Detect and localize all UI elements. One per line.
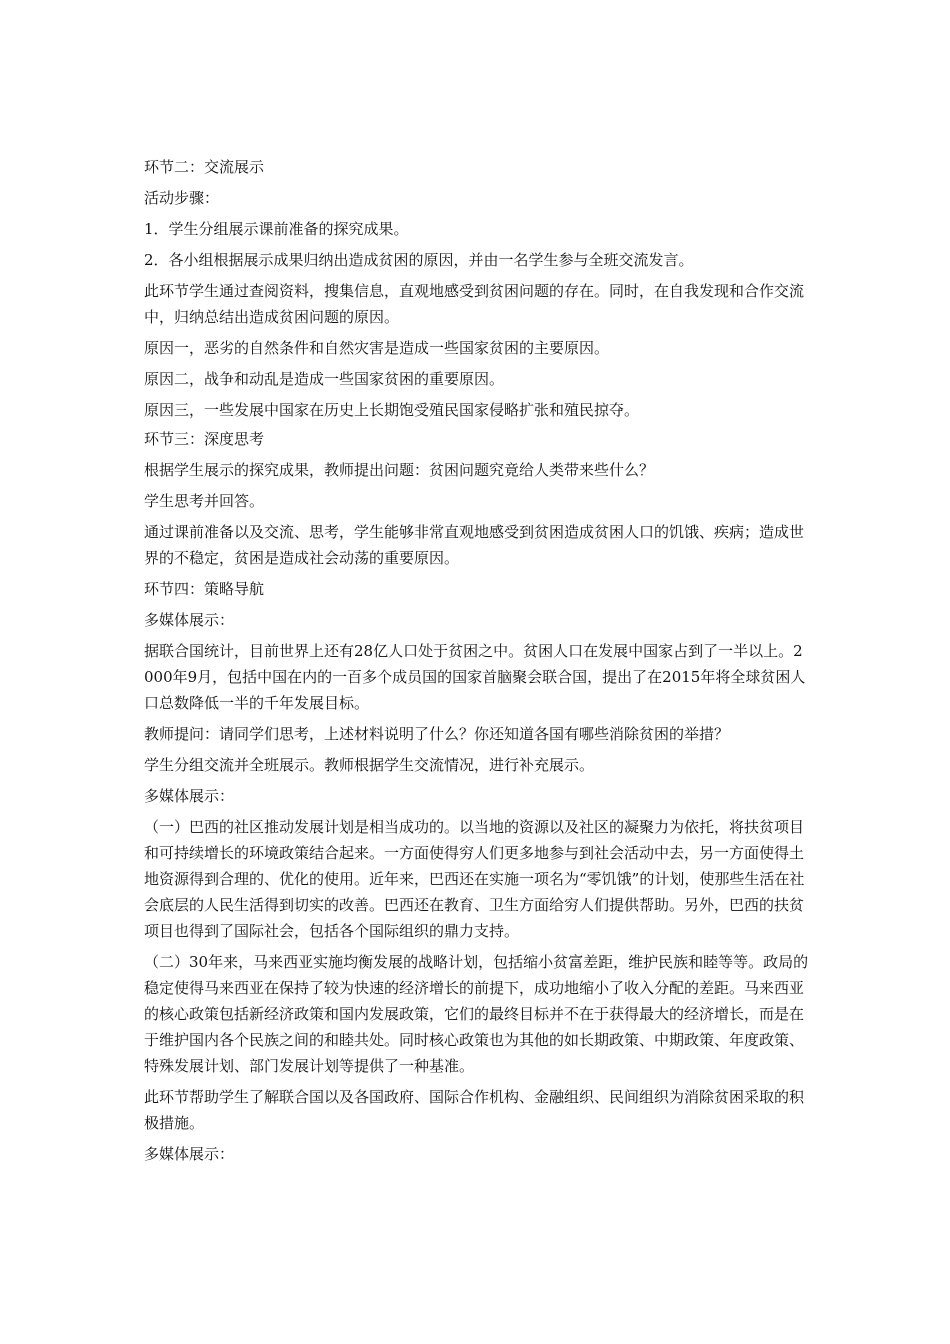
multimedia-label-3: 多媒体展示：: [144, 1145, 235, 1163]
activity-steps-label: 活动步骤：: [144, 189, 220, 207]
multimedia-label-1: 多媒体展示：: [144, 611, 235, 629]
reason-1: 原因一，恶劣的自然条件和自然灾害是造成一些国家贫困的主要原因。: [144, 339, 610, 357]
step-1: 1．学生分组展示课前准备的探究成果。: [144, 220, 409, 238]
section-heading-strategy: 环节四：策略导航: [144, 580, 265, 598]
un-statistics: 据联合国统计，目前世界上还有28亿人口处于贫困之中。贫困人口在发展中国家占到了一半以上。2000年9月，包括中国在内的一百多个成员国的国家首脑聚会联合国，提出了在2015年将全球贫困人口总数降低一半的千年发展目标。: [144, 642, 806, 712]
strategy-summary: 此环节帮助学生了解联合国以及各国政府、国际合作机构、金融组织、民间组织为消除贫困采取的积极措施。: [144, 1088, 805, 1132]
student-answer: 学生思考并回答。: [144, 492, 265, 510]
exchange-summary: 此环节学生通过查阅资料，搜集信息，直观地感受到贫困问题的存在。同时，在自我发现和合作交流中，归纳总结出造成贫困问题的原因。: [144, 282, 805, 326]
teacher-prompt: 教师提问：请同学们思考，上述材料说明了什么？你还知道各国有哪些消除贫困的举措？: [144, 725, 730, 743]
reason-2: 原因二，战争和动乱是造成一些国家贫困的重要原因。: [144, 370, 505, 388]
section-heading-deep-thinking: 环节三：深度思考: [144, 430, 265, 448]
document-page: [144, 154, 809, 1172]
brazil-case: （一）巴西的社区推动发展计划是相当成功的。以当地的资源以及社区的凝聚力为依托，将扶贫项目和可持续增长的环境政策结合起来。一方面使得穷人们更多地参与到社会活动中去，另一方面使得土地资源得到合理的、优化的使用。近年来，巴西还在实施一项名为“零饥饿”的计划，使那些生活在社会底层的人民生活得到切实的改善。巴西还在教育、卫生方面给穷人们提供帮助。另外，巴西的扶贫项目也得到了国际社会，包括各个国际组织的鼎力支持。: [144, 818, 805, 940]
teacher-question: 根据学生展示的探究成果，教师提出问题：贫困问题究竟给人类带来些什么？: [144, 461, 655, 479]
deep-thinking-summary: 通过课前准备以及交流、思考，学生能够非常直观地感受到贫困造成贫困人口的饥饿、疾病；造成世界的不稳定，贫困是造成社会动荡的重要原因。: [144, 523, 805, 567]
multimedia-label-2: 多媒体展示：: [144, 787, 235, 805]
section-heading-exchange: 环节二：交流展示: [144, 158, 265, 176]
malaysia-case: （二）30年来，马来西亚实施均衡发展的战略计划，包括缩小贫富差距，维护民族和睦等等。政局的稳定使得马来西亚在保持了较为快速的经济增长的前提下，成功地缩小了收入分配的差距。马来西亚的核心政策包括新经济政策和国内发展政策，它们的最终目标并不在于获得最大的经济增长，而是在于维护国内各个民族之间的和睦共处。同时核心政策也为其他的如长期政策、中期政策、年度政策、特殊发展计划、部门发展计划等提供了一种基准。: [144, 953, 809, 1075]
reason-3: 原因三，一些发展中国家在历史上长期饱受殖民国家侵略扩张和殖民掠夺。: [144, 401, 640, 419]
step-2: 2．各小组根据展示成果归纳出造成贫困的原因，并由一名学生参与全班交流发言。: [144, 251, 694, 269]
group-exchange: 学生分组交流并全班展示。教师根据学生交流情况，进行补充展示。: [144, 756, 595, 774]
